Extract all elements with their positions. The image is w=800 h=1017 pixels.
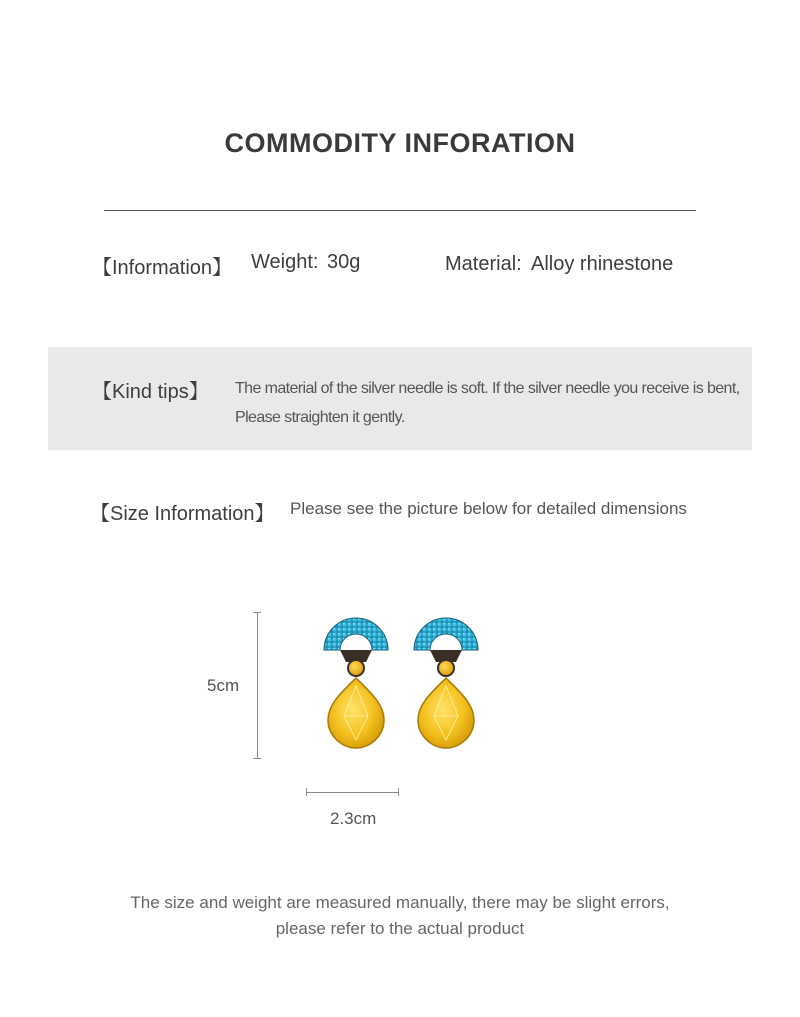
left-earring [324,618,388,748]
height-dimension-label: 5cm [207,676,240,695]
size-information-label: 【Size Information】 [90,503,275,525]
kind-tips-line-1: The material of the silver needle is soft. If the silver needle you receive is bent, [235,380,740,397]
measurement-note-line-2: please refer to the actual product [275,919,525,938]
width-dimension-left-cap [306,788,307,796]
width-dimension-line [306,792,398,793]
information-label: 【Information】 [92,257,233,279]
width-dimension-right-cap [398,788,399,796]
weight-value: 30g [327,251,361,273]
material-value: Alloy rhinestone [531,253,674,275]
right-earring [414,618,478,748]
height-dimension-top-cap [253,612,261,613]
title-divider [104,210,696,211]
earrings-product-image [312,612,488,754]
size-information-description: Please see the picture below for detailed dimensions [290,499,687,518]
kind-tips-label: 【Kind tips】 [92,381,209,403]
material-label: Material: [445,253,522,275]
weight-label: Weight: [251,251,319,273]
height-dimension-bottom-cap [253,758,261,759]
width-dimension-label: 2.3cm [330,809,377,828]
measurement-note-line-1: The size and weight are measured manually, there may be slight errors, [130,893,670,912]
kind-tips-line-2: Please straighten it gently. [235,409,405,426]
height-dimension-line [257,612,258,758]
page-title: COMMODITY INFORATION [224,128,576,158]
